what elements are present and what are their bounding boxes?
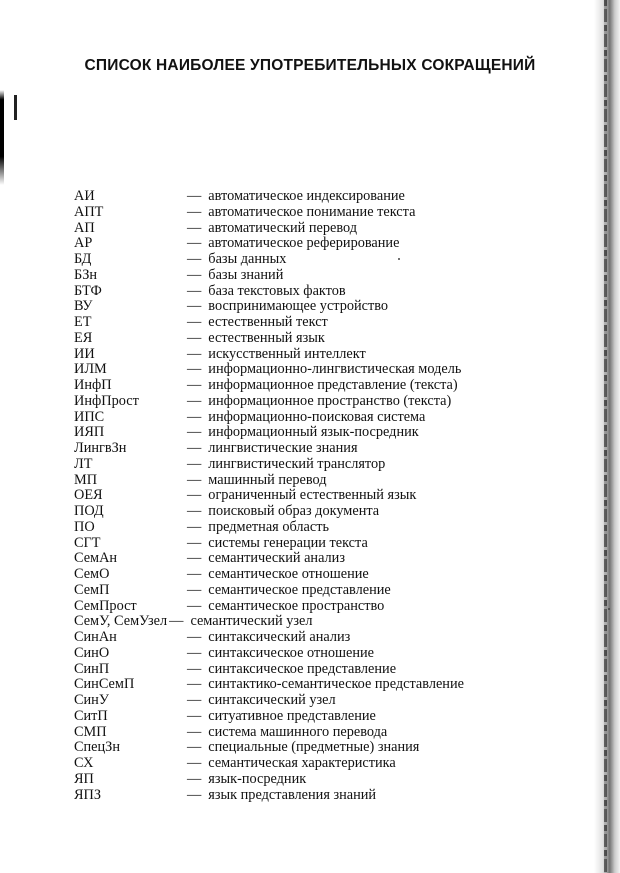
em-dash-separator: — <box>187 644 202 661</box>
em-dash-separator: — <box>187 487 202 504</box>
abbreviation-term: СемПрост <box>74 597 137 614</box>
abbreviation-entry <box>74 646 544 662</box>
abbreviation-meaning: автоматическое понимание текста <box>208 203 416 220</box>
abbreviation-meaning: синтактико-семантическое представление <box>208 676 464 693</box>
em-dash-separator: — <box>187 676 202 693</box>
abbreviation-meaning: язык представления знаний <box>208 786 377 803</box>
em-dash-separator: — <box>187 770 202 787</box>
abbreviation-meaning: ситуативное представление <box>208 707 376 724</box>
abbreviation-entry <box>74 677 544 693</box>
em-dash-separator: — <box>187 707 202 724</box>
abbreviation-meaning: язык-посредник <box>208 770 307 787</box>
abbreviation-term: СинУ <box>74 692 109 708</box>
abbreviation-term: ПО <box>74 518 95 535</box>
abbreviation-term: СпецЗн <box>74 739 120 756</box>
em-dash-separator: — <box>187 235 202 252</box>
abbreviation-entry <box>74 583 544 599</box>
abbreviation-entry <box>74 425 544 441</box>
abbreviation-term: ИИ <box>74 345 95 362</box>
abbreviation-meaning: предметная область <box>208 518 329 535</box>
abbreviation-term: СинО <box>74 644 110 661</box>
scan-speck <box>608 608 610 610</box>
abbreviation-entry <box>74 614 544 630</box>
em-dash-separator: — <box>169 613 184 630</box>
abbreviation-meaning: поисковый образ документа <box>208 503 380 519</box>
abbreviation-entry <box>74 756 544 772</box>
em-dash-separator: — <box>187 503 202 519</box>
abbreviation-entry <box>74 693 544 709</box>
abbreviation-entry <box>74 284 544 300</box>
abbreviation-term: ИнфПрост <box>74 392 139 409</box>
abbreviation-entry <box>74 567 544 583</box>
abbreviation-meaning: система машинного перевода <box>208 723 388 740</box>
abbreviation-entry <box>74 252 544 268</box>
scan-edge-mark <box>14 95 17 120</box>
abbreviation-term: СМП <box>74 723 107 740</box>
em-dash-separator: — <box>187 597 202 614</box>
abbreviation-term: АИ <box>74 188 95 204</box>
abbreviation-term: ЯП <box>74 770 94 787</box>
abbreviation-term: ОЕЯ <box>74 487 103 504</box>
abbreviation-meaning: автоматический перевод <box>208 219 358 236</box>
abbreviation-entry <box>74 536 544 552</box>
abbreviation-meaning: информационно-поисковая система <box>208 408 426 425</box>
abbreviation-entry <box>74 410 544 426</box>
abbreviation-term: СемАн <box>74 550 118 567</box>
abbreviation-term: МП <box>74 471 98 488</box>
abbreviation-term: БТФ <box>74 282 102 299</box>
abbreviation-term: БД <box>74 251 92 267</box>
abbreviation-entry <box>74 394 544 410</box>
em-dash-separator: — <box>187 408 202 425</box>
abbreviation-entry <box>74 488 544 504</box>
abbreviation-meaning: семантическая характеристика <box>208 755 396 771</box>
abbreviation-term: СГТ <box>74 534 101 551</box>
abbreviation-term: СинП <box>74 660 110 677</box>
em-dash-separator: — <box>187 581 202 598</box>
abbreviation-entry <box>74 473 544 489</box>
em-dash-separator: — <box>187 550 202 567</box>
page-title: СПИСОК НАИБОЛЕЕ УПОТРЕБИТЕЛЬНЫХ СОКРАЩЕНИЙ <box>84 57 536 74</box>
abbreviation-meaning: естественный язык <box>208 329 325 346</box>
abbreviation-term: АПТ <box>74 203 104 220</box>
abbreviation-term: ИнфП <box>74 377 112 393</box>
em-dash-separator: — <box>187 266 202 283</box>
em-dash-separator: — <box>187 739 202 756</box>
abbreviation-meaning: база текстовых фактов <box>208 282 346 299</box>
abbreviation-meaning: семантический узел <box>190 613 313 630</box>
abbreviation-meaning: машинный перевод <box>208 471 327 488</box>
em-dash-separator: — <box>187 566 202 582</box>
abbreviation-meaning: информационное пространство (текста) <box>208 392 452 409</box>
abbreviation-entry <box>74 630 544 646</box>
abbreviation-meaning: естественный текст <box>208 314 328 330</box>
abbreviation-meaning: синтаксическое представление <box>208 660 397 677</box>
abbreviation-entry <box>74 788 544 804</box>
abbreviation-entry <box>74 772 544 788</box>
abbreviation-term: СемУ, СемУзел <box>74 613 168 630</box>
em-dash-separator: — <box>187 629 202 645</box>
abbreviation-meaning: лингвистический транслятор <box>208 455 386 472</box>
em-dash-separator: — <box>187 755 202 771</box>
abbreviation-entry <box>74 299 544 315</box>
abbreviation-entry <box>74 315 544 331</box>
abbreviation-entry <box>74 378 544 394</box>
em-dash-separator: — <box>187 329 202 346</box>
em-dash-separator: — <box>187 392 202 409</box>
abbreviation-term: ПОД <box>74 503 104 519</box>
abbreviation-meaning: автоматическое индексирование <box>208 188 405 204</box>
abbreviation-entry <box>74 268 544 284</box>
em-dash-separator: — <box>187 345 202 362</box>
abbreviation-entry <box>74 740 544 756</box>
abbreviation-entry <box>74 662 544 678</box>
abbreviation-meaning: базы данных <box>208 251 287 267</box>
abbreviation-meaning: автоматическое реферирование <box>208 235 400 252</box>
abbreviation-term: ЯПЗ <box>74 786 102 803</box>
abbreviation-meaning: семантическое представление <box>208 581 391 598</box>
abbreviation-term: СинСемП <box>74 676 135 693</box>
abbreviation-entry <box>74 331 544 347</box>
em-dash-separator: — <box>187 377 202 393</box>
abbreviation-entry <box>74 189 544 205</box>
abbreviation-entry <box>74 551 544 567</box>
abbreviation-meaning: системы генерации текста <box>208 534 368 551</box>
em-dash-separator: — <box>187 203 202 220</box>
abbreviation-meaning: искусственный интеллект <box>208 345 366 362</box>
abbreviation-meaning: синтаксический узел <box>208 692 336 708</box>
em-dash-separator: — <box>187 786 202 803</box>
abbreviation-term: ИЛМ <box>74 361 107 378</box>
abbreviation-entry <box>74 347 544 363</box>
abbreviation-term: ЕТ <box>74 314 92 330</box>
abbreviation-entry <box>74 441 544 457</box>
abbreviation-entry <box>74 520 544 536</box>
abbreviation-meaning: информационно-лингвистическая модель <box>208 361 462 378</box>
em-dash-separator: — <box>187 471 202 488</box>
abbreviation-entry <box>74 709 544 725</box>
abbreviation-entry <box>74 504 544 520</box>
abbreviation-entry <box>74 599 544 615</box>
abbreviation-meaning: информационное представление (текста) <box>208 377 458 393</box>
em-dash-separator: — <box>187 424 202 441</box>
em-dash-separator: — <box>187 188 202 204</box>
abbreviation-entry <box>74 205 544 221</box>
abbreviation-meaning: лингвистические знания <box>208 440 358 456</box>
abbreviation-entry <box>74 221 544 237</box>
abbreviation-term: СитП <box>74 707 108 724</box>
abbreviation-meaning: семантическое отношение <box>208 566 369 582</box>
abbreviation-meaning: синтаксическое отношение <box>208 644 375 661</box>
abbreviation-term: СХ <box>74 755 94 771</box>
em-dash-separator: — <box>187 692 202 708</box>
abbreviation-term: АП <box>74 219 95 236</box>
abbreviation-entry <box>74 725 544 741</box>
abbreviation-meaning: семантический анализ <box>208 550 345 567</box>
em-dash-separator: — <box>187 440 202 456</box>
em-dash-separator: — <box>187 455 202 472</box>
abbreviation-meaning: специальные (предметные) знания <box>208 739 420 756</box>
abbreviation-meaning: воспринимающее устройство <box>208 298 389 315</box>
abbreviation-term: ИПС <box>74 408 105 425</box>
abbreviation-term: БЗн <box>74 266 98 283</box>
em-dash-separator: — <box>187 282 202 299</box>
abbreviation-term: ЕЯ <box>74 329 93 346</box>
abbreviation-term: ЛТ <box>74 455 93 472</box>
abbreviation-term: СемП <box>74 581 110 598</box>
em-dash-separator: — <box>187 251 202 267</box>
abbreviation-entry <box>74 457 544 473</box>
abbreviation-term: ВУ <box>74 298 93 315</box>
abbreviation-list <box>74 189 544 803</box>
em-dash-separator: — <box>187 219 202 236</box>
em-dash-separator: — <box>187 518 202 535</box>
abbreviation-term: ИЯП <box>74 424 105 441</box>
scan-page-edge <box>594 0 620 873</box>
abbreviation-term: СемО <box>74 566 110 582</box>
abbreviation-meaning: ограниченный естественный язык <box>208 487 417 504</box>
abbreviation-term: ЛингвЗн <box>74 440 127 456</box>
abbreviation-term: АР <box>74 235 93 252</box>
em-dash-separator: — <box>187 534 202 551</box>
scan-edge-mark <box>0 90 4 185</box>
abbreviation-meaning: семантическое пространство <box>208 597 385 614</box>
abbreviation-meaning: синтаксический анализ <box>208 629 351 645</box>
abbreviation-entry <box>74 236 544 252</box>
abbreviation-meaning: базы знаний <box>208 266 284 283</box>
em-dash-separator: — <box>187 314 202 330</box>
abbreviation-term: СинАн <box>74 629 117 645</box>
abbreviation-entry <box>74 362 544 378</box>
em-dash-separator: — <box>187 723 202 740</box>
em-dash-separator: — <box>187 660 202 677</box>
em-dash-separator: — <box>187 298 202 315</box>
abbreviation-meaning: информационный язык-посредник <box>208 424 419 441</box>
em-dash-separator: — <box>187 361 202 378</box>
